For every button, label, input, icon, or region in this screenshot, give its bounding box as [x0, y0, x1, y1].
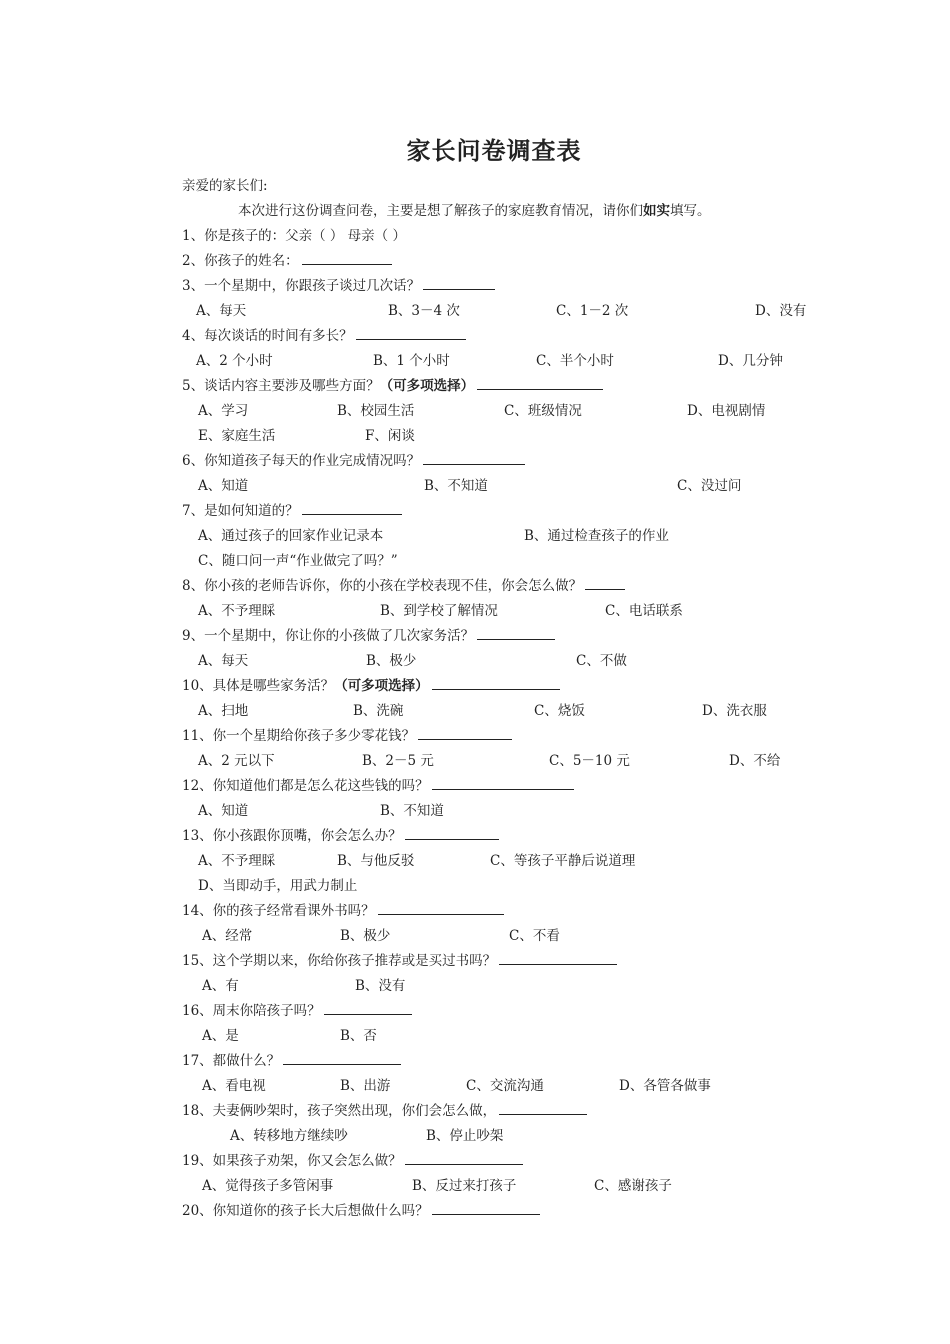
answer-blank[interactable]: [477, 377, 603, 390]
option-15-a[interactable]: A、有: [202, 978, 239, 994]
answer-blank[interactable]: [477, 627, 555, 640]
question-5: [182, 376, 603, 396]
option-17-c[interactable]: C、交流沟通: [466, 1078, 544, 1094]
intro-text-post: 填写。: [670, 203, 711, 219]
option-3-d[interactable]: D、没有: [755, 303, 807, 319]
answer-blank[interactable]: [302, 502, 402, 515]
option-5-f[interactable]: F、闲谈: [365, 428, 415, 444]
question-text: 14、你的孩子经常看课外书吗？: [182, 903, 375, 919]
question-text: 8、你小孩的老师告诉你，你的小孩在学校表现不佳，你会怎么做？: [182, 578, 583, 594]
multi-select-note: （可多项选择）: [334, 678, 429, 694]
question-text: 10、具体是哪些家务活？: [182, 678, 335, 694]
question-14: [182, 901, 504, 921]
option-13-a[interactable]: A、不予理睬: [198, 853, 276, 869]
question-text: 15、这个学期以来，你给你孩子推荐或是买过书吗？: [182, 953, 497, 969]
option-5-d[interactable]: D、电视剧情: [687, 403, 766, 419]
option-19-b[interactable]: B、反过来打孩子: [412, 1178, 517, 1194]
greeting: 亲爱的家长们:: [182, 178, 268, 194]
option-14-a[interactable]: A、经常: [202, 928, 253, 944]
intro-text-pre: 本次进行这份调查问卷，主要是想了解孩子的家庭教育情况，请你们: [238, 203, 643, 219]
option-4-d[interactable]: D、几分钟: [718, 353, 783, 369]
option-19-a[interactable]: A、觉得孩子多管闲事: [202, 1178, 334, 1194]
option-6-a[interactable]: A、知道: [198, 478, 249, 494]
option-17-d[interactable]: D、各管各做事: [619, 1078, 711, 1094]
question-12: [182, 776, 574, 796]
question-text: 19、如果孩子劝架，你又会怎么做？: [182, 1153, 402, 1169]
option-4-b[interactable]: B、1 个小时: [373, 353, 450, 369]
option-13-b[interactable]: B、与他反驳: [337, 853, 415, 869]
question-text: 5、谈话内容主要涉及哪些方面？: [182, 378, 380, 394]
option-10-c[interactable]: C、烧饭: [534, 703, 585, 719]
option-3-b[interactable]: B、3－4 次: [388, 303, 460, 319]
answer-blank[interactable]: [585, 577, 625, 590]
answer-blank[interactable]: [423, 277, 495, 290]
page-title: 家长问卷调查表: [406, 136, 582, 165]
intro-paragraph: [238, 201, 711, 221]
question-text: 7、是如何知道的？: [182, 503, 299, 519]
question-text: 3、一个星期中，你跟孩子谈过几次话？: [182, 278, 421, 294]
option-9-a[interactable]: A、每天: [198, 653, 249, 669]
answer-blank[interactable]: [418, 727, 512, 740]
option-10-d[interactable]: D、洗衣服: [702, 703, 767, 719]
option-11-c[interactable]: C、5－10 元: [549, 753, 630, 769]
option-13-e[interactable]: D、当即动手，用武力制止: [198, 878, 358, 894]
option-8-a[interactable]: A、不予理睬: [198, 603, 276, 619]
option-7-b[interactable]: B、通过检查孩子的作业: [524, 528, 669, 544]
option-6-c[interactable]: C、没过问: [677, 478, 742, 494]
answer-blank[interactable]: [324, 1002, 412, 1015]
option-11-b[interactable]: B、2－5 元: [362, 753, 434, 769]
question-text: 12、你知道他们都是怎么花这些钱的吗？: [182, 778, 429, 794]
answer-blank[interactable]: [432, 777, 574, 790]
answer-blank[interactable]: [432, 1202, 540, 1215]
answer-blank[interactable]: [302, 252, 392, 265]
option-15-b[interactable]: B、没有: [355, 978, 406, 994]
question-10: [182, 676, 560, 696]
question-text: 20、你知道你的孩子长大后想做什么吗？: [182, 1203, 429, 1219]
option-13-c[interactable]: C、等孩子平静后说道理: [490, 853, 636, 869]
question-text: 16、周末你陪孩子吗？: [182, 1003, 321, 1019]
option-5-e[interactable]: E、家庭生活: [198, 428, 276, 444]
question-11: [182, 726, 512, 746]
option-18-a[interactable]: A、转移地方继续吵: [230, 1128, 348, 1144]
option-4-c[interactable]: C、半个小时: [536, 353, 614, 369]
question-16: [182, 1001, 412, 1021]
answer-blank[interactable]: [432, 677, 560, 690]
question-text: 1、你是孩子的：父亲（ ） 母亲（ ）: [182, 228, 406, 244]
option-14-c[interactable]: C、不看: [509, 928, 560, 944]
option-7-a[interactable]: A、通过孩子的回家作业记录本: [198, 528, 384, 544]
option-12-b[interactable]: B、不知道: [380, 803, 444, 819]
question-4: [182, 326, 466, 346]
question-text: 2、你孩子的姓名：: [182, 253, 299, 269]
answer-blank[interactable]: [499, 952, 617, 965]
question-1: [182, 226, 406, 246]
option-8-b[interactable]: B、到学校了解情况: [380, 603, 498, 619]
question-9: [182, 626, 555, 646]
question-text: 17、都做什么？: [182, 1053, 281, 1069]
question-text: 4、每次谈话的时间有多长？: [182, 328, 353, 344]
question-2: [182, 251, 392, 271]
option-16-a[interactable]: A、是: [202, 1028, 239, 1044]
option-17-a[interactable]: A、看电视: [202, 1078, 266, 1094]
question-20: [182, 1201, 540, 1221]
option-14-b[interactable]: B、极少: [340, 928, 391, 944]
question-text: 6、你知道孩子每天的作业完成情况吗？: [182, 453, 421, 469]
option-7-e[interactable]: C、随口问一声“作业做完了吗？”: [198, 553, 398, 569]
question-17: [182, 1051, 401, 1071]
option-5-a[interactable]: A、学习: [198, 403, 249, 419]
option-8-c[interactable]: C、电话联系: [605, 603, 683, 619]
option-3-c[interactable]: C、1－2 次: [556, 303, 629, 319]
option-9-c[interactable]: C、不做: [576, 653, 627, 669]
answer-blank[interactable]: [423, 452, 525, 465]
question-text: 9、一个星期中，你让你的小孩做了几次家务活？: [182, 628, 475, 644]
option-19-c[interactable]: C、感谢孩子: [594, 1178, 672, 1194]
option-11-a[interactable]: A、2 元以下: [198, 753, 275, 769]
question-13: [182, 826, 499, 846]
option-5-c[interactable]: C、班级情况: [504, 403, 582, 419]
answer-blank[interactable]: [378, 902, 504, 915]
option-18-b[interactable]: B、停止吵架: [426, 1128, 504, 1144]
question-19: [182, 1151, 523, 1171]
option-10-b[interactable]: B、洗碗: [353, 703, 404, 719]
answer-blank[interactable]: [499, 1102, 587, 1115]
option-11-d[interactable]: D、不给: [729, 753, 781, 769]
intro-text-bold: 如实: [643, 203, 670, 219]
option-6-b[interactable]: B、不知道: [424, 478, 488, 494]
answer-blank[interactable]: [356, 327, 466, 340]
option-17-b[interactable]: B、出游: [340, 1078, 391, 1094]
question-15: [182, 951, 617, 971]
answer-blank[interactable]: [405, 827, 499, 840]
question-text: 13、你小孩跟你顶嘴，你会怎么办？: [182, 828, 402, 844]
option-16-b[interactable]: B、否: [340, 1028, 377, 1044]
option-4-a[interactable]: A、2 个小时: [196, 353, 273, 369]
question-6: [182, 451, 525, 471]
question-18: [182, 1101, 587, 1121]
question-3: [182, 276, 495, 296]
option-3-a[interactable]: A、每天: [196, 303, 247, 319]
answer-blank[interactable]: [283, 1052, 401, 1065]
question-text: 18、夫妻俩吵架时，孩子突然出现，你们会怎么做，: [182, 1103, 497, 1119]
question-7: [182, 501, 402, 521]
option-10-a[interactable]: A、扫地: [198, 703, 249, 719]
question-8: [182, 576, 625, 596]
option-5-b[interactable]: B、校园生活: [337, 403, 415, 419]
answer-blank[interactable]: [405, 1152, 523, 1165]
option-12-a[interactable]: A、知道: [198, 803, 249, 819]
question-text: 11、你一个星期给你孩子多少零花钱？: [182, 728, 416, 744]
option-9-b[interactable]: B、极少: [366, 653, 417, 669]
multi-select-note: （可多项选择）: [379, 378, 475, 394]
